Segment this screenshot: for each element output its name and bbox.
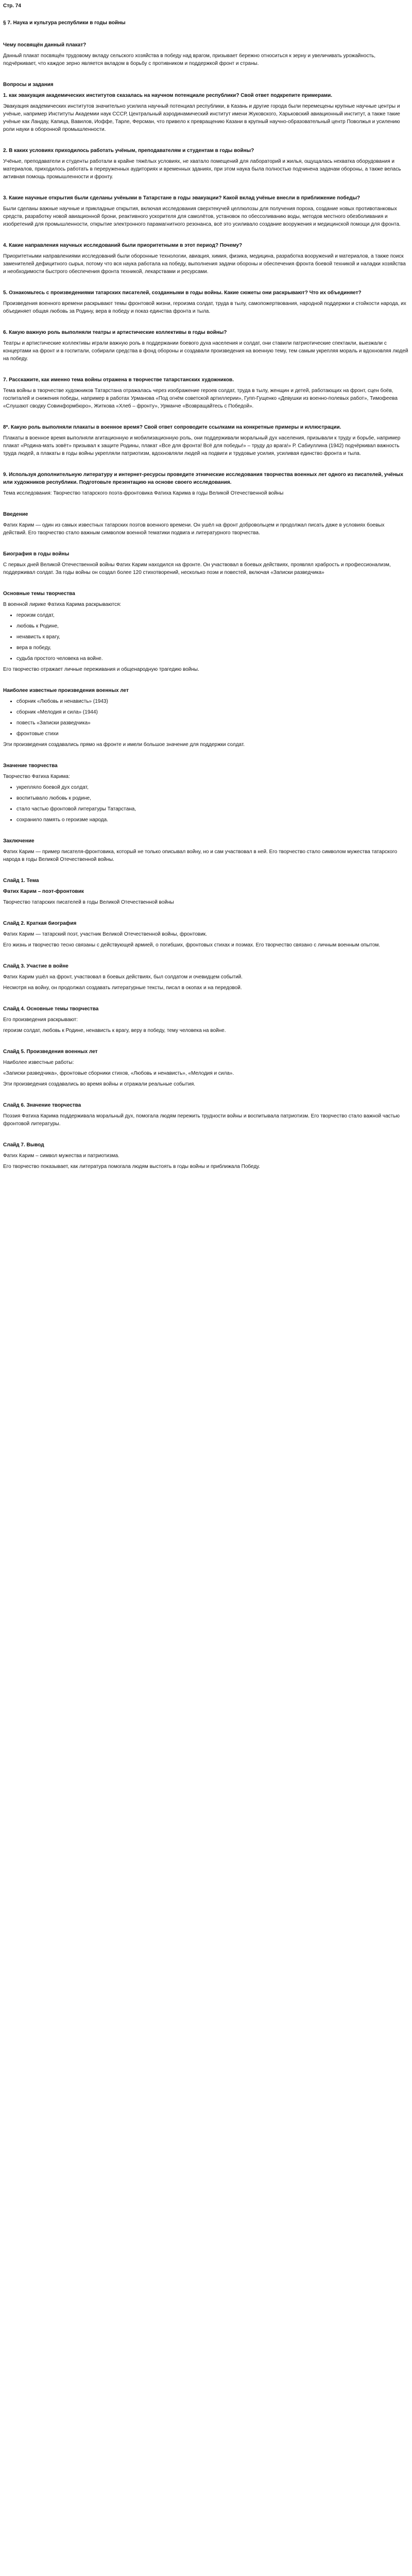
heading: Слайд 6. Значение творчества: [3, 1103, 81, 1108]
spacer: [3, 137, 409, 147]
heading: 6. Какую важную роль выполняли театры и артистические коллективы в годы войны?: [3, 330, 227, 335]
paragraph: Его произведения раскрывают:: [3, 1017, 78, 1023]
heading: 9. Используя дополнительную литературу и интернет-ресурсы проведите этнические исследования творчества военных лет одного из писателей, учёных или художников республики. Подготовьте презентацию на основе своего исследования.: [3, 472, 404, 485]
heading: 3. Какие научные открытия были сделаны учёными в Татарстане в годы эвакуации? Какой вклад учёные внесли в приближение победы?: [3, 195, 360, 201]
list-item: • воспитывало любовь к родине,: [16, 794, 409, 802]
heading: Чему посвящён данный плакат?: [3, 42, 87, 48]
paragraph: Данный плакат посвящён трудовому вкладу сельского хозяйства в победу над врагом, призывает бережно относиться к зерну и увеличивать урожайность, подчёркивает, что каждое зерно является вкладом в борьбу с противником и поддержкой фронт и страны.: [3, 53, 376, 66]
spacer: [3, 676, 409, 687]
spacer: [3, 366, 409, 376]
heading: Слайд 5. Произведения военных лет: [3, 1049, 98, 1055]
heading: Основные темы творчества: [3, 591, 75, 597]
paragraph: Фатих Карим — один из самых известных татарских поэтов военного времени. Он ушёл на фронт добровольцем и продолжал писать даже в условиях боевых действий. Его творчество стало важным символом военной тематики подвига и литературного творчества.: [3, 522, 385, 536]
bullet-list: [3, 784, 409, 824]
heading: 5. Ознакомьтесь с произведениями татарских писателей, созданными в годы войны. Какие сюжеты они раскрывают? Что их объединяет?: [3, 290, 362, 296]
paragraph: Фатих Карим — пример писателя-фронтовика, который не только описывал войну, но и сам участвовал в ней. Его творчество стало символом мужества татарского народа в годы Великой Отечественной войны.: [3, 849, 398, 862]
paragraph: Произведения военного времени раскрывают темы фронтовой жизни, героизма солдат, труда в тылу, самопожертвования, народной поддержки и стойкости народа, их объединяет общая любовь за Родину, вера в победу и показ единства фронта и тыла.: [3, 301, 406, 314]
paragraph: Тема исследования: Творчество татарского поэта-фронтовика Фатиха Карима в годы Великой Отечественной войны: [3, 490, 284, 496]
paragraph: Тема войны в творчестве художников Татарстана отражалась через изображение героев солдат, труда в тылу, женщин и детей, работающих на фронт, сцен боёв, госпиталей и снижения победы, например в работах Урманова «Под огнём советской артиллерии», Гупп-Гущенко «Девушки из военно-полевых работ», Тимофеева «Слушают сводку Совинформбюро», Житкова «Хлеб – фронту», Урманче «Возвращайтесь с Победой».: [3, 388, 398, 409]
heading: Слайд 4. Основные темы творчества: [3, 1006, 99, 1012]
list-item: • стало частью фронтовой литературы Татарстана,: [16, 805, 409, 813]
heading: Заключение: [3, 838, 35, 844]
list-item: • сборник «Мелодия и сила» (1944): [16, 708, 409, 716]
paragraph: В военной лирике Фатиха Карима раскрываются:: [3, 602, 122, 607]
spacer: [3, 500, 409, 511]
paragraph: Его творчество показывает, как литература помогала людям выстоять в годы войны и приближала Победу.: [3, 1164, 260, 1170]
spacer: [3, 461, 409, 471]
heading: Слайд 1. Тема: [3, 878, 39, 884]
spacer: [3, 1131, 409, 1141]
spacer: [3, 1038, 409, 1048]
section-title: § 7. Наука и культура республики в годы войны: [3, 20, 126, 26]
list-item: • фронтовые стихи: [16, 730, 409, 738]
list-item: • ненависть к врагу,: [16, 633, 409, 641]
heading: Введение: [3, 512, 28, 517]
spacer: [3, 184, 409, 194]
heading: Слайд 3. Участие в войне: [3, 963, 68, 969]
paragraph: Были сделаны важные научные и прикладные открытия, включая исследования сверхтекучей целлюлозы для получения пороха, создание новых противотанковых средств, разработку новой авиационной брони, реактивного ускорителя для самолётов, установок по обессоливанию воды, методов местного обезболивания и изобретений для промышленности, открытие электронного парамагнитного резонанса, всё это усиливало создание вооружения и медицинской помощи для фронта.: [3, 206, 401, 227]
list-item: • укрепляло боевой дух солдат,: [16, 784, 409, 791]
spacer: [3, 318, 409, 329]
spacer: [3, 952, 409, 962]
paragraph: Эти произведения создавались прямо на фронте и имели большое значение для поддержки солдат.: [3, 742, 245, 748]
paragraph: Наиболее известные работы:: [3, 1060, 74, 1065]
list-item: • судьба простого человека на войне.: [16, 655, 409, 663]
page-label: Стр. 74: [3, 3, 21, 9]
bullet-list: [3, 698, 409, 738]
heading: 8*. Какую роль выполняли плакаты в военное время? Свой ответ сопроводите ссылками на конкретные примеры и иллюстрации.: [3, 425, 341, 430]
document-body: [3, 31, 409, 1171]
spacer: [3, 752, 409, 762]
heading: Фатих Карим – поэт-фронтовик: [3, 889, 84, 894]
paragraph: Его жизнь и творчество тесно связаны с действующей армией, о погибших, фронтовых стихах и поэмах. Его творчество связано с личным военным опытом.: [3, 942, 381, 948]
spacer: [3, 13, 409, 19]
heading: Слайд 2. Краткая биография: [3, 921, 77, 926]
spacer: [3, 867, 409, 877]
paragraph: Творчество татарских писателей в годы Великой Отечественной войны: [3, 900, 174, 905]
heading: 7. Расскажите, как именно тема войны отражена в творчестве татарстанских художников.: [3, 377, 234, 383]
heading: 4. Какие направления научных исследований были приоритетными в этот период? Почему?: [3, 243, 243, 248]
document-page: [3, 2, 409, 1174]
spacer: [3, 71, 409, 81]
spacer: [3, 580, 409, 590]
list-item: • героизм солдат,: [16, 612, 409, 619]
list-item: • сохранило память о героизме народа.: [16, 816, 409, 824]
spacer: [3, 909, 409, 920]
paragraph: Творчество Фатиха Карима:: [3, 774, 70, 779]
spacer: [3, 31, 409, 41]
bullet-list: [3, 612, 409, 663]
list-item: • повесть «Записки разведчика»: [16, 719, 409, 727]
paragraph: С первых дней Великой Отечественной войны Фатих Карим находился на фронте. Он участвовал в боевых действиях, проявлял храбрость и профессионализм, поддерживал солдат. За годы войны он создал более 120 стихотворений, несколько поэм и повестей, включая «Записки разведчика»: [3, 562, 391, 575]
paragraph: Приоритетными направлениями исследований были оборонные технологии, авиация, химия, физика, медицина, разработка вооружений и материалов, а также поиск заменителей дефицитного сырья, потому что вся наука работала на победу, выполнения задачи обороны и обеспечения фронта боевой техникой и наладки хозяйства и необходимости быстрого обеспечения фронта техникой, лекарствами и ресурсами.: [3, 253, 406, 275]
heading: Слайд 7. Вывод: [3, 1142, 44, 1148]
paragraph: Учёные, преподаватели и студенты работали в крайне тяжёлых условиях, не хватало помещений для лабораторий и жилья, ощущалась нехватка оборудования и материалов, приходилось работать в переруженных аудиториях и временных зданиях, при этом наука была полностью подчинена задачам обороны, а также велась активная помощь промышленности и фронту.: [3, 159, 401, 180]
heading: Наиболее известные произведения военных лет: [3, 688, 129, 693]
paragraph: Несмотря на войну, он продолжал создавать литературные тексты, писал в окопах и на передовой.: [3, 985, 242, 991]
spacer: [3, 279, 409, 289]
paragraph: Театры и артистические коллективы играли важную роль в поддержании боевого духа населения и солдат, они ставили патриотические спектакли, выезжали с концертами на фронт и в госпитали, собирали средства в фонд обороны и создавали произведения на военную тему, тем самым укрепляя мораль и вдохновляя людей на победу.: [3, 341, 408, 362]
heading: Вопросы и задания: [3, 82, 54, 88]
spacer: [3, 540, 409, 550]
heading: 2. В каких условиях приходилось работать учёным, преподавателям и студентам в годы войны?: [3, 148, 254, 154]
spacer: [3, 1091, 409, 1101]
paragraph: Плакаты в военное время выполняли агитационную и мобилизационную роль, они поддерживали моральный дух населения, призывали к труду и борьбе, например плакат «Родина-мать зовёт» призывал к защите Родины, плакат «Все для фронта! Всё для победы!» – труду до врага!» Р. Сабиуллина (1942) подчёркивал важность труда людей, а плакаты в годы войны укрепляли патриотизм, вдохновляли людей на подвиги и трудовые усилия, усиливая единство фронта и тыла.: [3, 435, 401, 456]
paragraph: Фатих Карим ушёл на фронт, участвовал в боевых действиях, был солдатом и очевидцем событий.: [3, 974, 243, 980]
paragraph: Его творчество отражает личные переживания и общенародную трагедию войны.: [3, 667, 199, 672]
spacer: [3, 413, 409, 423]
heading: 1. как эвакуация академических институтов сказалась на научном потенциале республики? Свой ответ подкрепите примерами.: [3, 93, 333, 98]
heading: Биография в годы войны: [3, 551, 70, 557]
list-item: • любовь к Родине,: [16, 622, 409, 630]
paragraph: героизм солдат, любовь к Родине, ненависть к врагу, веру в победу, тему человека на войне.: [3, 1028, 226, 1033]
paragraph: «Записки разведчика», фронтовые сборники стихов, «Любовь и ненависть», «Мелодия и сила».: [3, 1071, 234, 1076]
paragraph: Эвакуация академических институтов значительно усилила научный потенциал республики, в Казань и другие города были перемещены крупные научные центры и учёные, например Институты Академии наук СССР, Центральный аэродинамический институт имени Жуковского, Харьковский авиационный институт, а также такие учёные как Ландау, Капица, Вавилов, Иоффе, Тарле, Ферсман, что привело к превращению Казани в крупный научно-образовательный центр Поволжья и усилению роли науки в оборонной промышленности.: [3, 104, 400, 132]
list-item: • сборник «Любовь и ненависть» (1943): [16, 698, 409, 705]
heading: Значение творчества: [3, 763, 58, 769]
spacer: [3, 995, 409, 1005]
paragraph: Фатих Карим — татарский поэт, участник Великой Отечественной войны, фронтовик.: [3, 931, 207, 937]
paragraph: Эти произведения создавались во время войны и отражали реальные события.: [3, 1081, 196, 1087]
list-item: • вера в победу,: [16, 644, 409, 652]
paragraph: Фатих Карим – символ мужества и патриотизма.: [3, 1153, 119, 1159]
spacer: [3, 827, 409, 837]
paragraph: Поэзия Фатиха Карима поддерживала моральный дух, помогала людям пережить трудности войны и воспитывала патриотизм. Его творчество стало важной частью фронтовой литературы.: [3, 1113, 400, 1127]
spacer: [3, 231, 409, 242]
